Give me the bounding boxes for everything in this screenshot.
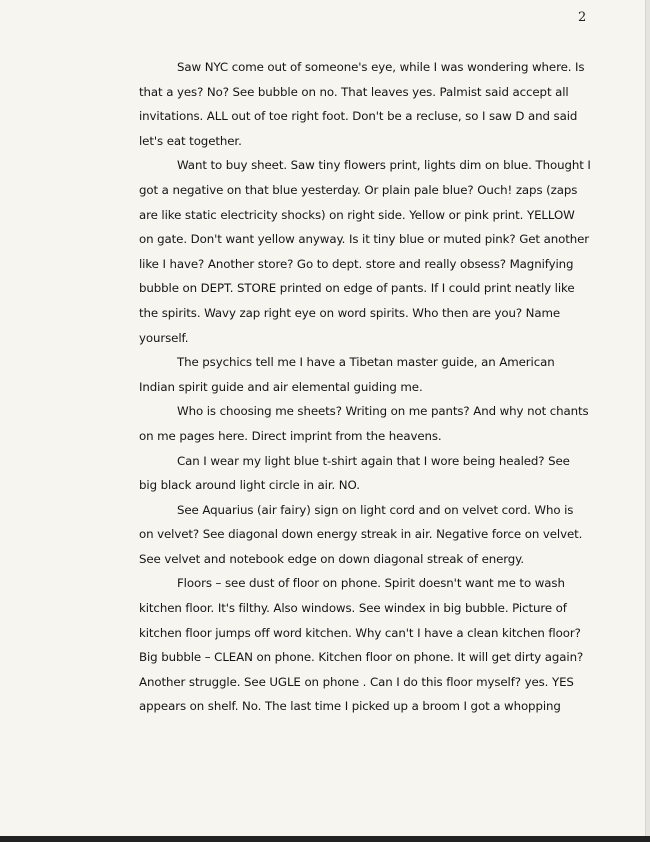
paragraph-aquarius-velvet: See Aquarius (air fairy) sign on light cord and on velvet cord. Who is on velvet? See diagonal down energy streak in air. Negative force on velvet. See velvet and notebook edge on down diagonal streak of energy.: [139, 502, 583, 566]
paragraph-blue-tshirt: Can I wear my light blue t-shirt again that I wore being healed? See big black around light circle in air. NO.: [139, 453, 570, 493]
paragraph-buy-sheet: Want to buy sheet. Saw tiny flowers print, lights dim on blue. Thought I got a negative on that blue yesterday. Or plain pale blue? Ouch! zaps (zaps are like static electricity shocks) on right side. Yellow or pink print. YELLOW on gate. Don't want yellow anyway. Is it tiny blue or muted pink? Get another like I have? Another store? Go to dept. store and really obsess? Magnifying bubble on DEPT. STORE printed on edge of pants. If I could print neatly like the spirits. Wavy zap right eye on word spirits. Who then are you? Name yourself.: [139, 158, 591, 345]
paragraph-psychic-guides: The psychics tell me I have a Tibetan master guide, an American Indian spirit guide and air elemental guiding me.: [139, 355, 555, 394]
paragraph-nyc-invitations: Saw NYC come out of someone's eye, while I was wondering where. Is that a yes? No? See bubble on no. That leaves yes. Palmist said accept all invitations. ALL out of toe right foot. Don't be a recluse, so I saw D and said let's eat together.: [139, 60, 585, 148]
paragraph-choosing-sheets: Who is choosing me sheets? Writing on me pants? And why not chants on me pages here. Direct imprint from the heavens.: [139, 404, 589, 443]
document-body: [139, 55, 591, 719]
page-edge-bottom: [0, 836, 650, 842]
page-number: 2: [578, 10, 587, 25]
paragraph-kitchen-floor: Floors – see dust of floor on phone. Spirit doesn't want me to wash kitchen floor. It's filthy. Also windows. See windex in big bubble. Picture of kitchen floor jumps off word kitchen. Why can't I have a clean kitchen floor? Big bubble – CLEAN on phone. Kitchen floor on phone. It will get dirty again? Another struggle. See UGLE on phone . Can I do this floor myself? yes. YES appears on shelf. No. The last time I picked up a broom I got a whopping: [139, 576, 584, 714]
page-edge-right: [646, 0, 650, 842]
